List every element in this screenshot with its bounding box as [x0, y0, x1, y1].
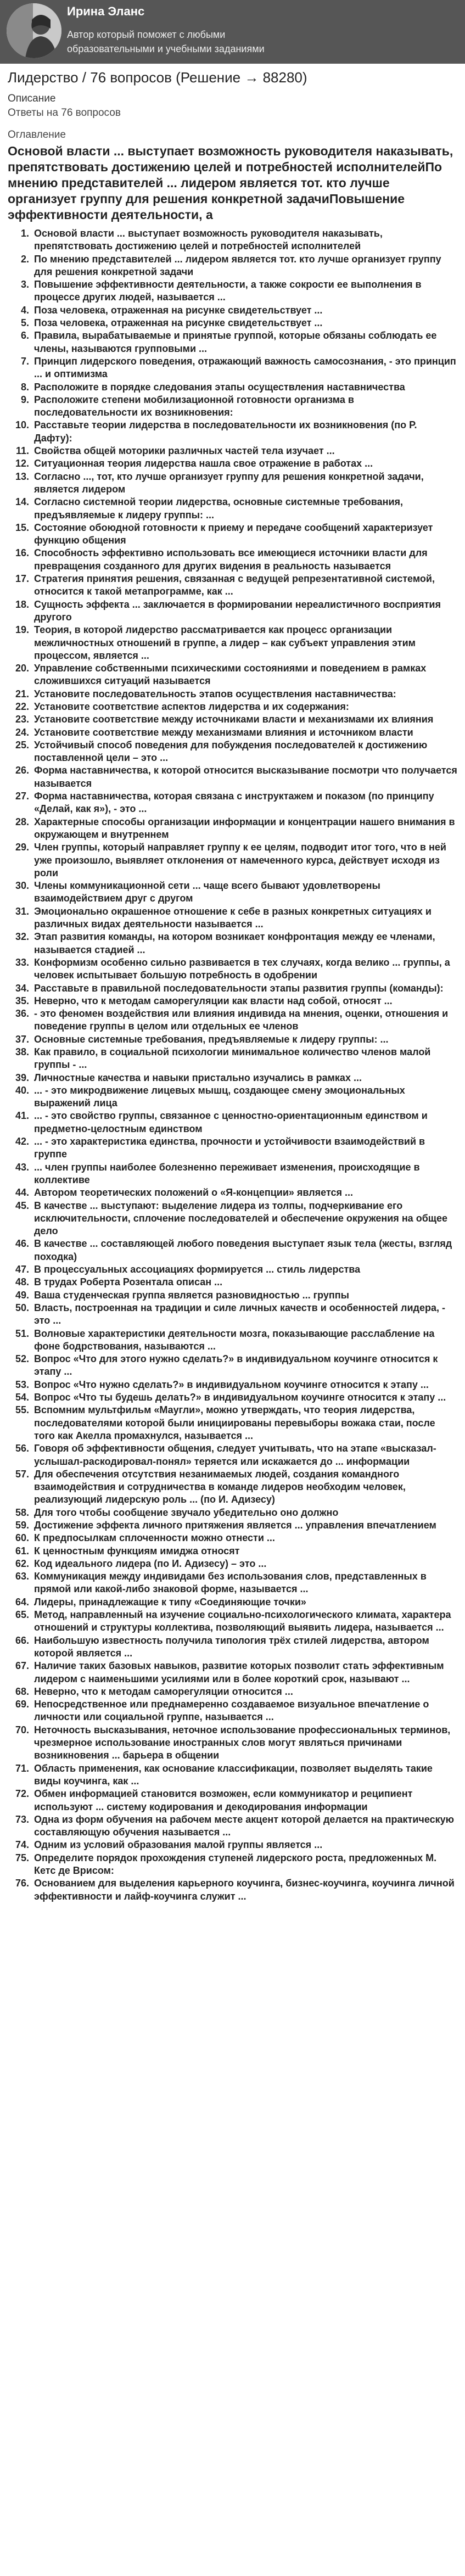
question-item: 52. Вопрос «Что для этого нужно сделать?» в индивидуальном коучинге относится к этапу ...	[32, 1353, 457, 1379]
question-item: 4. Поза человека, отраженная на рисунке свидетельствует ...	[32, 304, 457, 317]
question-item: 5. Поза человека, отраженная на рисунке свидетельствует ...	[32, 317, 457, 329]
question-item: 2. По мнению представителей ... лидером является тот. кто лучше организует группу для решения конкретной задачи	[32, 253, 457, 279]
question-item: 26. Форма наставничества, к которой относится высказывание посмотри что получается называется	[32, 764, 457, 790]
question-item: 29. Член группы, который направляет группу к ее целям, подводит итог того, что в ней уже произошло, выявляет отклонения от намеченного курса, действует исходя из роли	[32, 841, 457, 880]
question-item: 53. Вопрос «Что нужно сделать?» в индивидуальном коучинге относится к этапу ...	[32, 1379, 457, 1391]
question-item: 49. Ваша студенческая группа является разновидностью ... группы	[32, 1289, 457, 1302]
question-item: 9. Расположите степени мобилизационной готовности организма в последовательности их возникновения:	[32, 394, 457, 419]
question-item: 50. Власть, построенная на традиции и силе личных качеств и особенностей лидера, - это ...	[32, 1302, 457, 1328]
question-item: 32. Этап развития команды, на котором возникает конфронтация между ее членами, называется стадией ...	[32, 931, 457, 956]
question-item: 14. Согласно системной теории лидерства, основные системные требования, предъявляемые к лидеру группы: ...	[32, 496, 457, 522]
question-item: 1. Основой власти ... выступает возможность руководителя наказывать, препятствовать достижению целей и потребностей исполнителей	[32, 227, 457, 253]
toc-label: Оглавление	[8, 129, 66, 141]
answers-count: Ответы на 76 вопросов	[8, 107, 121, 119]
question-item: 33. Конформизм особенно сильно развивается в тех случаях, когда велико ... группы, а человек испытывает большую потребность в одобрении	[32, 956, 457, 982]
question-item: 42. ... - это характеристика единства, прочности и устойчивости взаимодействий в группе	[32, 1135, 457, 1161]
question-item: 7. Принцип лидерского поведения, отражающий важность самосознания, - это принцип ... и оптимизма	[32, 355, 457, 381]
question-item: 54. Вопрос «Что ты будешь делать?» в индивидуальном коучинге относится к этапу ...	[32, 1391, 457, 1404]
question-item: 64. Лидеры, принадлежащие к типу «Соединяющие точки»	[32, 1596, 457, 1609]
question-item: 72. Обмен информацией становится возможен, если коммуникатор и реципиент используют ... систему кодирования и декодирования информации	[32, 1788, 457, 1813]
question-item: 73. Одна из форм обучения на рабочем месте акцент которой делается на практическую составляющую обучения называется ...	[32, 1813, 457, 1839]
question-item: 30. Члены коммуникационной сети ... чаще всего бывают удовлетворены взаимодействием друг с другом	[32, 880, 457, 905]
author-name[interactable]: Ирина Эланс	[67, 4, 145, 18]
question-item: 13. Согласно ..., тот, кто лучше организует группу для решения конкретной задачи, является лидером	[32, 471, 457, 496]
question-item: 43. ... член группы наиболее болезненно переживает изменения, происходящие в коллективе	[32, 1161, 457, 1187]
question-item: 36. - это феномен воздействия или влияния индивида на мнения, оценки, отношения и поведение группы в целом или отдельных ее членов	[32, 1007, 457, 1033]
question-item: 19. Теория, в которой лидерство рассматривается как процесс организации межличностных отношений в группе, а лидер – как субъект управления этим процессом, является ...	[32, 624, 457, 662]
question-item: 70. Неточность высказывания, неточное использование профессиональных терминов, чрезмерное использование иностранных слов могут являться причинами возникновения ... барьера в общении	[32, 1724, 457, 1762]
question-item: 56. Говоря об эффективности общения, следует учитывать, что на этапе «высказал-услышал-раскодировал-понял» теряется или искажается до ... информации	[32, 1442, 457, 1468]
question-item: 12. Ситуационная теория лидерства нашла свое отражение в работах ...	[32, 457, 457, 470]
question-item: 23. Установите соответствие между источниками власти и механизмами их влияния	[32, 713, 457, 726]
question-item: 3. Повышение эффективности деятельности, а также сокрости ее выполнения в процессе других людей, называется ...	[32, 278, 457, 304]
question-item: 25. Устойчивый способ поведения для побуждения последователей к достижению поставленной цели – это ...	[32, 739, 457, 765]
question-item: 59. Достижение эффекта личного притяжения является ... управления впечатлением	[32, 1519, 457, 1532]
question-item: 27. Форма наставничества, которая связана с инструктажем и показом (по принципу «Делай, как я»), - это ...	[32, 790, 457, 816]
question-item: 74. Одним из условий образования малой группы является ...	[32, 1839, 457, 1851]
question-item: 31. Эмоционально окрашенное отношение к себе в разных конкретных ситуациях и различных видах деятельности называется ...	[32, 905, 457, 931]
question-item: 21. Установите последовательность этапов осуществления наставничества:	[32, 688, 457, 701]
avatar-photo-icon	[7, 3, 61, 58]
question-item: 44. Автором теоретических положений о «Я-концепции» является ...	[32, 1186, 457, 1199]
description-label: Описание	[8, 93, 56, 104]
question-item: 57. Для обеспечения отсутствия незанимаемых людей, создания командного взаимодействия и сотрудничества в команде лидеров необходим человек, реализующий лидерскую роль ... (по И. Адизесу)	[32, 1468, 457, 1507]
question-item: 65. Метод, направленный на изучение социально-психологического климата, характера отношений и структуры коллектива, позволяющий выявить лидера, называется ...	[32, 1609, 457, 1634]
question-item: 58. Для того чтобы сообщение звучало убедительно оно должно	[32, 1507, 457, 1519]
questions-list	[8, 227, 457, 1903]
question-item: 40. ... - это микродвижение лицевых мышц, создающее смену эмоциональных выражений лица	[32, 1084, 457, 1110]
question-item: 22. Установите соответствие аспектов лидерства и их содержания:	[32, 701, 457, 713]
question-item: 75. Определите порядок прохождения ступеней лидерского роста, предложенных М. Кетс де Врисом:	[32, 1852, 457, 1878]
question-item: 61. К ценностным функциям имиджа относят	[32, 1545, 457, 1558]
question-item: 51. Волновые характеристики деятельности мозга, показывающие расслабление на фоне бодрствования, называются ...	[32, 1328, 457, 1353]
question-item: 48. В трудах Роберта Розентала описан ...	[32, 1276, 457, 1289]
author-avatar[interactable]	[7, 3, 61, 58]
question-item: 34. Расставьте в правильной последовательности этапы развития группы (команды):	[32, 982, 457, 995]
question-item: 67. Наличие таких базовых навыков, развитие которых позволит стать эффективным лидером с наименьшими усилиями или в более короткий срок, называют ...	[32, 1660, 457, 1685]
question-item: 66. Наибольшую известность получила типология трёх стилей лидерства, автором которой является ...	[32, 1634, 457, 1660]
question-item: 6. Правила, вырабатываемые и принятые группой, которые обязаны соблюдать ее члены, называются групповыми ...	[32, 329, 457, 355]
question-item: 11. Свойства общей моторики различных частей тела изучает ...	[32, 445, 457, 457]
question-item: 20. Управление собственными психическими состояниями и поведением в рамках сложившихся ситуаций называется	[32, 662, 457, 688]
question-item: 60. К предпосылкам сплоченности можно отнести ...	[32, 1532, 457, 1544]
question-item: 35. Неверно, что к методам саморегуляции как власти над собой, относят ...	[32, 995, 457, 1007]
question-item: 69. Непосредственное или преднамеренно создаваемое визуальное впечатление о личности или социальной группе, называется ...	[32, 1698, 457, 1724]
question-item: 18. Сущность эффекта ... заключается в формировании нереалистичного восприятия другого	[32, 598, 457, 624]
question-item: 41. ... - это свойство группы, связанное с ценностно-ориентационным единством и предметно-целостным единством	[32, 1110, 457, 1135]
question-item: 76. Основанием для выделения карьерного коучинга, бизнес-коучинга, коучинга личной эффективности и лайф-коучинга служит ...	[32, 1877, 457, 1903]
question-item: 45. В качестве ... выступают: выделение лидера из толпы, подчеркивание его исключительности, сплочение последователей и обеспечение окружения на общее дело	[32, 1200, 457, 1238]
intro-paragraph: Основой власти ... выступает возможность руководителя наказывать, препятствовать достижению целей и потребностей исполнителейПо мнению представителей ... лидером является тот. кто лучше организует группу для решения конкретной задачиПовышение эффективности деятельности, а	[8, 144, 453, 222]
question-item: 68. Неверно, что к методам саморегуляции относится ...	[32, 1685, 457, 1698]
question-item: 39. Личностные качества и навыки пристально изучались в рамках ...	[32, 1072, 457, 1084]
question-item: 28. Характерные способы организации информации и концентрации нашего внимания в окружающем и внутреннем	[32, 816, 457, 842]
question-item: 38. Как правило, в социальной психологии минимальное количество членов малой группы - ...	[32, 1046, 457, 1072]
question-item: 47. В процессуальных ассоциациях формируется ... стиль лидерства	[32, 1263, 457, 1276]
question-item: 63. Коммуникация между индивидами без использования слов, представленных в прямой или какой-либо знаковой форме, называется ...	[32, 1570, 457, 1596]
question-item: 16. Способность эффективно использовать все имеющиеся источники власти для превращения созданного для других видения в реальность называется	[32, 547, 457, 573]
question-item: 8. Расположите в порядке следования этапы осуществления наставничества	[32, 381, 457, 394]
document-content	[0, 64, 465, 1903]
document-title: Лидерство / 76 вопросов (Решение → 88280)	[8, 69, 307, 86]
author-bio: Автор который поможет с любыми образовательными и учебными заданиями	[67, 29, 265, 54]
author-header	[0, 0, 465, 64]
question-item: 55. Вспомним мультфильм «Маугли», можно утверждать, что теория лидерства, последователями которой были инициированы перевыборы вожака стаи, после того как Акелла промахнулся, называется ...	[32, 1404, 457, 1442]
question-item: 71. Область применения, как основание классификации, позволяет выделять такие виды коучинга, как ...	[32, 1762, 457, 1788]
question-item: 15. Состояние обоюдной готовности к приему и передаче сообщений характеризует функцию общения	[32, 522, 457, 547]
question-item: 62. Код идеального лидера (по И. Адизесу) – это ...	[32, 1558, 457, 1570]
question-item: 17. Стратегия принятия решения, связанная с ведущей репрезентативной системой, относится к такой метапрограмме, как ...	[32, 573, 457, 598]
question-item: 46. В качестве ... составляющей любого поведения выступает язык тела (жесты, взгляд походка)	[32, 1237, 457, 1263]
question-item: 24. Установите соответствие между механизмами влияния и источником власти	[32, 726, 457, 739]
question-item: 10. Расставьте теории лидерства в последовательности их возникновения (по Р. Дафту):	[32, 419, 457, 445]
question-item: 37. Основные системные требования, предъявляемые к лидеру группы: ...	[32, 1033, 457, 1046]
